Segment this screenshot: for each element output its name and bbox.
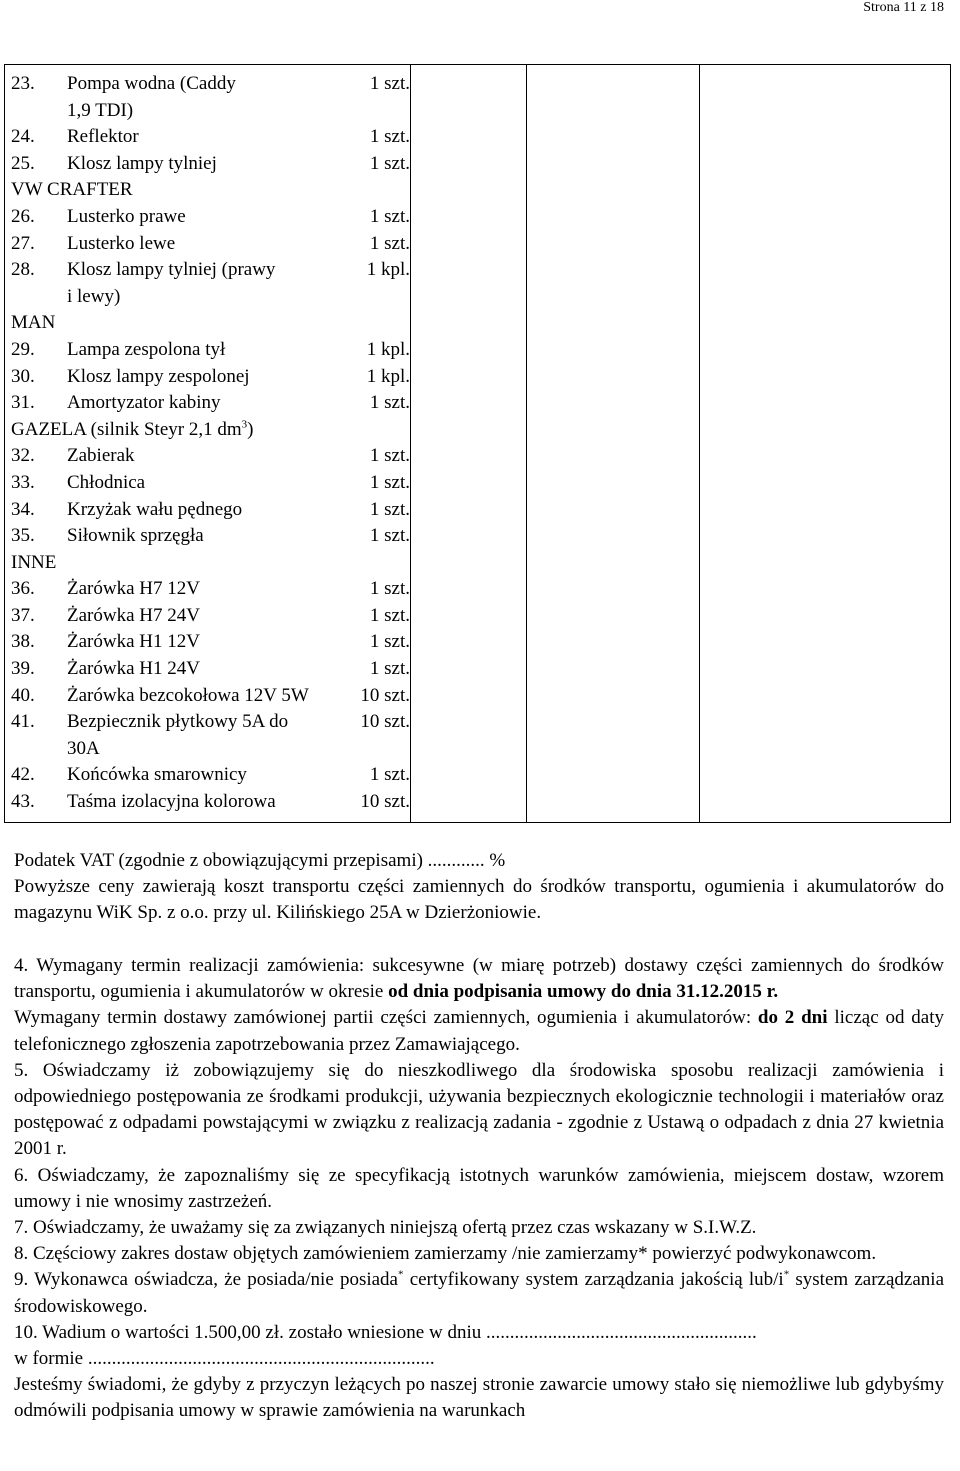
item-name: Żarówka H7 24V: [67, 604, 200, 626]
paragraph-10: 10. Wadium o wartości 1.500,00 zł. zostało wniesione w dniu .........................................................: [14, 1321, 757, 1343]
item-name: Żarówka H1 12V: [67, 631, 200, 653]
page-number: Strona 11 z 18: [863, 0, 944, 15]
item-number: 37.: [11, 604, 35, 626]
item-number: 39.: [11, 658, 35, 680]
item-number: 35.: [11, 525, 35, 547]
table-row: [11, 629, 410, 656]
item-number: [11, 736, 67, 763]
item-name: Taśma izolacyjna kolorowa: [67, 791, 276, 813]
item-quantity: [355, 736, 410, 763]
table-row: [11, 709, 410, 736]
item-quantity: 1 szt.: [369, 205, 410, 227]
item-number: 28.: [11, 259, 35, 281]
paragraph-4-term: Wymagany termin dostawy zamówionej partii części zamiennych, ogumienia i akumulatorów: do 2 dni licząc od daty telefonicznego zgłoszenia zapotrzebowania przez Zamawiającego.: [14, 1007, 944, 1055]
table-row: [11, 576, 410, 603]
table-row: [11, 497, 410, 524]
table-row: [11, 789, 410, 816]
table-row: [11, 683, 410, 710]
empty-cell: [411, 65, 527, 823]
item-name: Klosz lampy tylniej (prawy: [67, 259, 276, 281]
item-number: 40.: [11, 684, 35, 706]
item-name: Krzyżak wału pędnego: [67, 498, 243, 520]
empty-cell: [700, 65, 951, 823]
item-name: Zabierak: [67, 445, 135, 467]
table-row: [11, 71, 410, 98]
item-quantity: 1 szt.: [369, 578, 410, 600]
item-name: 30A: [67, 737, 100, 759]
item-quantity: 1 szt.: [369, 658, 410, 680]
item-name: Żarówka bezcokołowa 12V 5W: [67, 684, 309, 706]
item-number: 25.: [11, 152, 35, 174]
table-row: [11, 390, 410, 417]
table-row: [11, 656, 410, 683]
item-number: 33.: [11, 471, 35, 493]
item-number: 23.: [11, 73, 35, 94]
paragraph-7: 7. Oświadczamy, że uważamy się za związanych niniejszą ofertą przez czas wskazany w S.I.W.Z.: [14, 1217, 757, 1239]
item-quantity: 1 szt.: [369, 631, 410, 653]
item-quantity: 1 szt.: [369, 73, 410, 94]
declarations-block: [14, 953, 944, 1425]
paragraph-9: 9. Wykonawca oświadcza, że posiada/nie posiada* certyfikowany system zarządzania jakością lub/i* system zarządzania środowiskowego.: [14, 1269, 945, 1317]
items-cell: [5, 65, 411, 823]
section-heading: [11, 550, 410, 577]
table-row: [11, 470, 410, 497]
section-label: VW CRAFTER: [11, 179, 133, 201]
paragraph-6: 6. Oświadczamy, że zapoznaliśmy się ze specyfikacją istotnych warunków zamówienia, miejscem dostaw, wzorem umowy i nie wnosimy zastrzeżeń.: [14, 1164, 944, 1212]
item-quantity: 10 szt.: [360, 711, 410, 733]
table-row: [11, 443, 410, 470]
section-label: GAZELA (silnik Steyr 2,1 $dm^3$): [11, 418, 254, 440]
item-quantity: 1 szt.: [369, 498, 410, 520]
item-number: 34.: [11, 498, 35, 520]
item-number: 32.: [11, 445, 35, 467]
item-quantity: 1 szt.: [369, 152, 410, 174]
item-name: Klosz lampy tylniej: [67, 152, 217, 174]
item-quantity: 10 szt.: [360, 684, 410, 706]
item-quantity: 1 kpl.: [366, 338, 410, 360]
item-quantity: 1 kpl.: [366, 259, 410, 281]
item-quantity: 1 szt.: [369, 126, 410, 148]
paragraph-8: 8. Częściowy zakres dostaw objętych zamówieniem zamierzamy /nie zamierzamy* powierzyć podwykonawcom.: [14, 1243, 877, 1265]
table-row: [11, 364, 410, 391]
transport-note: Powyższe ceny zawierają koszt transportu części zamiennych do środków transportu, ogumienia i akumulatorów do magazynu WiK Sp. z o.o. przy ul. Kilińskiego 25A w Dzierżoniowie.: [14, 876, 944, 924]
item-number: 42.: [11, 764, 35, 786]
vat-line: Podatek VAT (zgodnie z obowiązującymi przepisami) ............ %: [14, 850, 506, 871]
item-number: 24.: [11, 126, 35, 148]
items-list: [5, 65, 410, 822]
paragraph-5: 5. Oświadczamy iż zobowiązujemy się do nieszkodliwego dla środowiska sposobu realizacji zamówienia i odpowiedniego postępowania ze środkami produkcji, używania bezpiecznych ekologicznie technologii i materiałów oraz postępować z odpadami powstającymi w związku z realizacją zadania - zgodnie z Ustawą o odpadach z dnia 27 kwietnia 2001 r.: [14, 1059, 944, 1160]
table-row: [11, 204, 410, 231]
item-number: 29.: [11, 338, 35, 360]
item-quantity: [355, 98, 410, 125]
paragraph-4: 4. Wymagany termin realizacji zamówienia: sukcesywne (w miarę potrzeb) dostawy części zamiennych do środków transportu, ogumienia i akumulatorów w okresie od dnia podpisania umowy do dnia 31.12.2015 r.: [14, 955, 944, 1003]
table-row: [11, 151, 410, 178]
item-quantity: [355, 284, 410, 311]
item-name: Żarówka H7 12V: [67, 578, 200, 600]
table-row: [11, 523, 410, 550]
table-row: [11, 762, 410, 789]
item-quantity: 1 szt.: [369, 232, 410, 254]
table-row-continuation: [11, 736, 410, 763]
parts-table: [4, 64, 951, 823]
item-name: 1,9 TDI): [67, 99, 134, 121]
item-number: 31.: [11, 392, 35, 414]
item-number: 26.: [11, 205, 35, 227]
table-row-continuation: [11, 98, 410, 125]
item-name: i lewy): [67, 285, 121, 307]
item-quantity: 1 szt.: [369, 604, 410, 626]
item-number: 38.: [11, 631, 35, 653]
table-row: [11, 257, 410, 284]
item-number: 36.: [11, 578, 35, 600]
item-name: Końcówka smarownicy: [67, 764, 247, 786]
item-quantity: 1 szt.: [369, 392, 410, 414]
item-name: Klosz lampy zespolonej: [67, 365, 250, 387]
table-row: [11, 231, 410, 258]
section-label: INNE: [11, 551, 57, 573]
table-row: [11, 337, 410, 364]
item-name: Żarówka H1 24V: [67, 658, 200, 680]
vat-block: [14, 848, 944, 927]
item-quantity: 1 szt.: [369, 445, 410, 467]
item-name: Lampa zespolona tył: [67, 338, 226, 360]
section-heading: [11, 310, 410, 337]
item-name: Reflektor: [67, 126, 139, 148]
table-row: [11, 124, 410, 151]
table-row-continuation: [11, 284, 410, 311]
item-number: 43.: [11, 791, 35, 813]
item-quantity: 1 kpl.: [366, 365, 410, 387]
section-heading: [11, 177, 410, 204]
item-name: Amortyzator kabiny: [67, 392, 221, 414]
item-name: Pompa wodna (Caddy: [67, 73, 236, 94]
item-quantity: 1 szt.: [369, 525, 410, 547]
table-row: [11, 603, 410, 630]
item-quantity: 10 szt.: [360, 791, 410, 813]
paragraph-10-form: w formie .........................................................................: [14, 1348, 435, 1370]
empty-cell: [527, 65, 700, 823]
item-name: Siłownik sprzęgła: [67, 525, 204, 547]
item-number: [11, 98, 67, 125]
item-quantity: 1 szt.: [369, 764, 410, 786]
item-number: 30.: [11, 365, 35, 387]
item-name: Bezpiecznik płytkowy 5A do: [67, 711, 289, 733]
item-number: 41.: [11, 711, 35, 733]
item-name: Lusterko lewe: [67, 232, 176, 254]
section-label: MAN: [11, 312, 56, 334]
item-quantity: 1 szt.: [369, 471, 410, 493]
section-heading: [11, 417, 410, 444]
item-name: Lusterko prawe: [67, 205, 186, 227]
item-number: 27.: [11, 232, 35, 254]
paragraph-11: Jesteśmy świadomi, że gdyby z przyczyn leżących po naszej stronie zawarcie umowy stało się niemożliwe lub gdybyśmy odmówili podpisania umowy w sprawie zamówienia na warunkach: [14, 1374, 944, 1422]
item-name: Chłodnica: [67, 471, 146, 493]
item-number: [11, 284, 67, 311]
